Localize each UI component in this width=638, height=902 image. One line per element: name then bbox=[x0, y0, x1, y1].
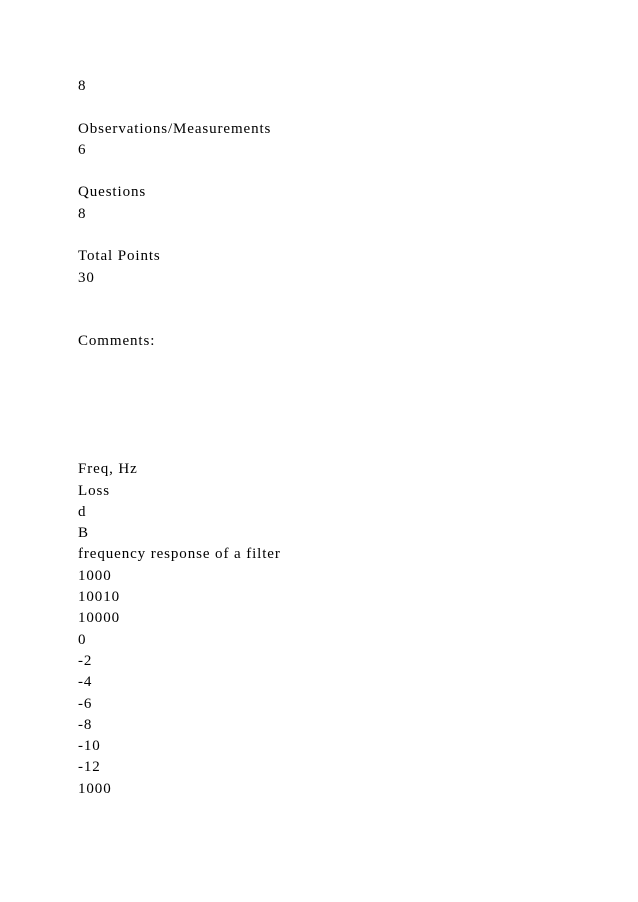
y-axis-label-line: Loss bbox=[78, 482, 110, 499]
observations-label: Observations/Measurements bbox=[78, 120, 272, 137]
total-points-label: Total Points bbox=[78, 248, 161, 265]
y-axis-label-line: B bbox=[78, 525, 89, 542]
comments-label: Comments: bbox=[78, 332, 156, 349]
previous-score-value: 8 bbox=[78, 78, 87, 94]
chart-text-line: -4 bbox=[78, 674, 93, 691]
chart-text-line: -8 bbox=[78, 716, 93, 733]
chart-text-line: -10 bbox=[78, 738, 101, 755]
x-axis-label: Freq, Hz bbox=[78, 461, 138, 478]
total-points-value: 30 bbox=[78, 269, 95, 286]
chart-text-line: 10000 bbox=[78, 610, 120, 627]
chart-text-line: 1000 bbox=[78, 567, 112, 584]
y-axis-label-line: d bbox=[78, 503, 87, 520]
document-body bbox=[78, 76, 598, 800]
chart-text-line: -12 bbox=[78, 759, 101, 776]
chart-title: frequency response of a filter bbox=[78, 546, 281, 563]
chart-text-line: -2 bbox=[78, 652, 93, 669]
questions-value: 8 bbox=[78, 205, 87, 222]
questions-label: Questions bbox=[78, 184, 147, 201]
observations-value: 6 bbox=[78, 141, 87, 158]
chart-text-line: 10010 bbox=[78, 589, 120, 606]
chart-text-line: 0 bbox=[78, 631, 87, 648]
chart-text-line: -6 bbox=[78, 695, 93, 712]
chart-text-line: 1000 bbox=[78, 780, 112, 797]
